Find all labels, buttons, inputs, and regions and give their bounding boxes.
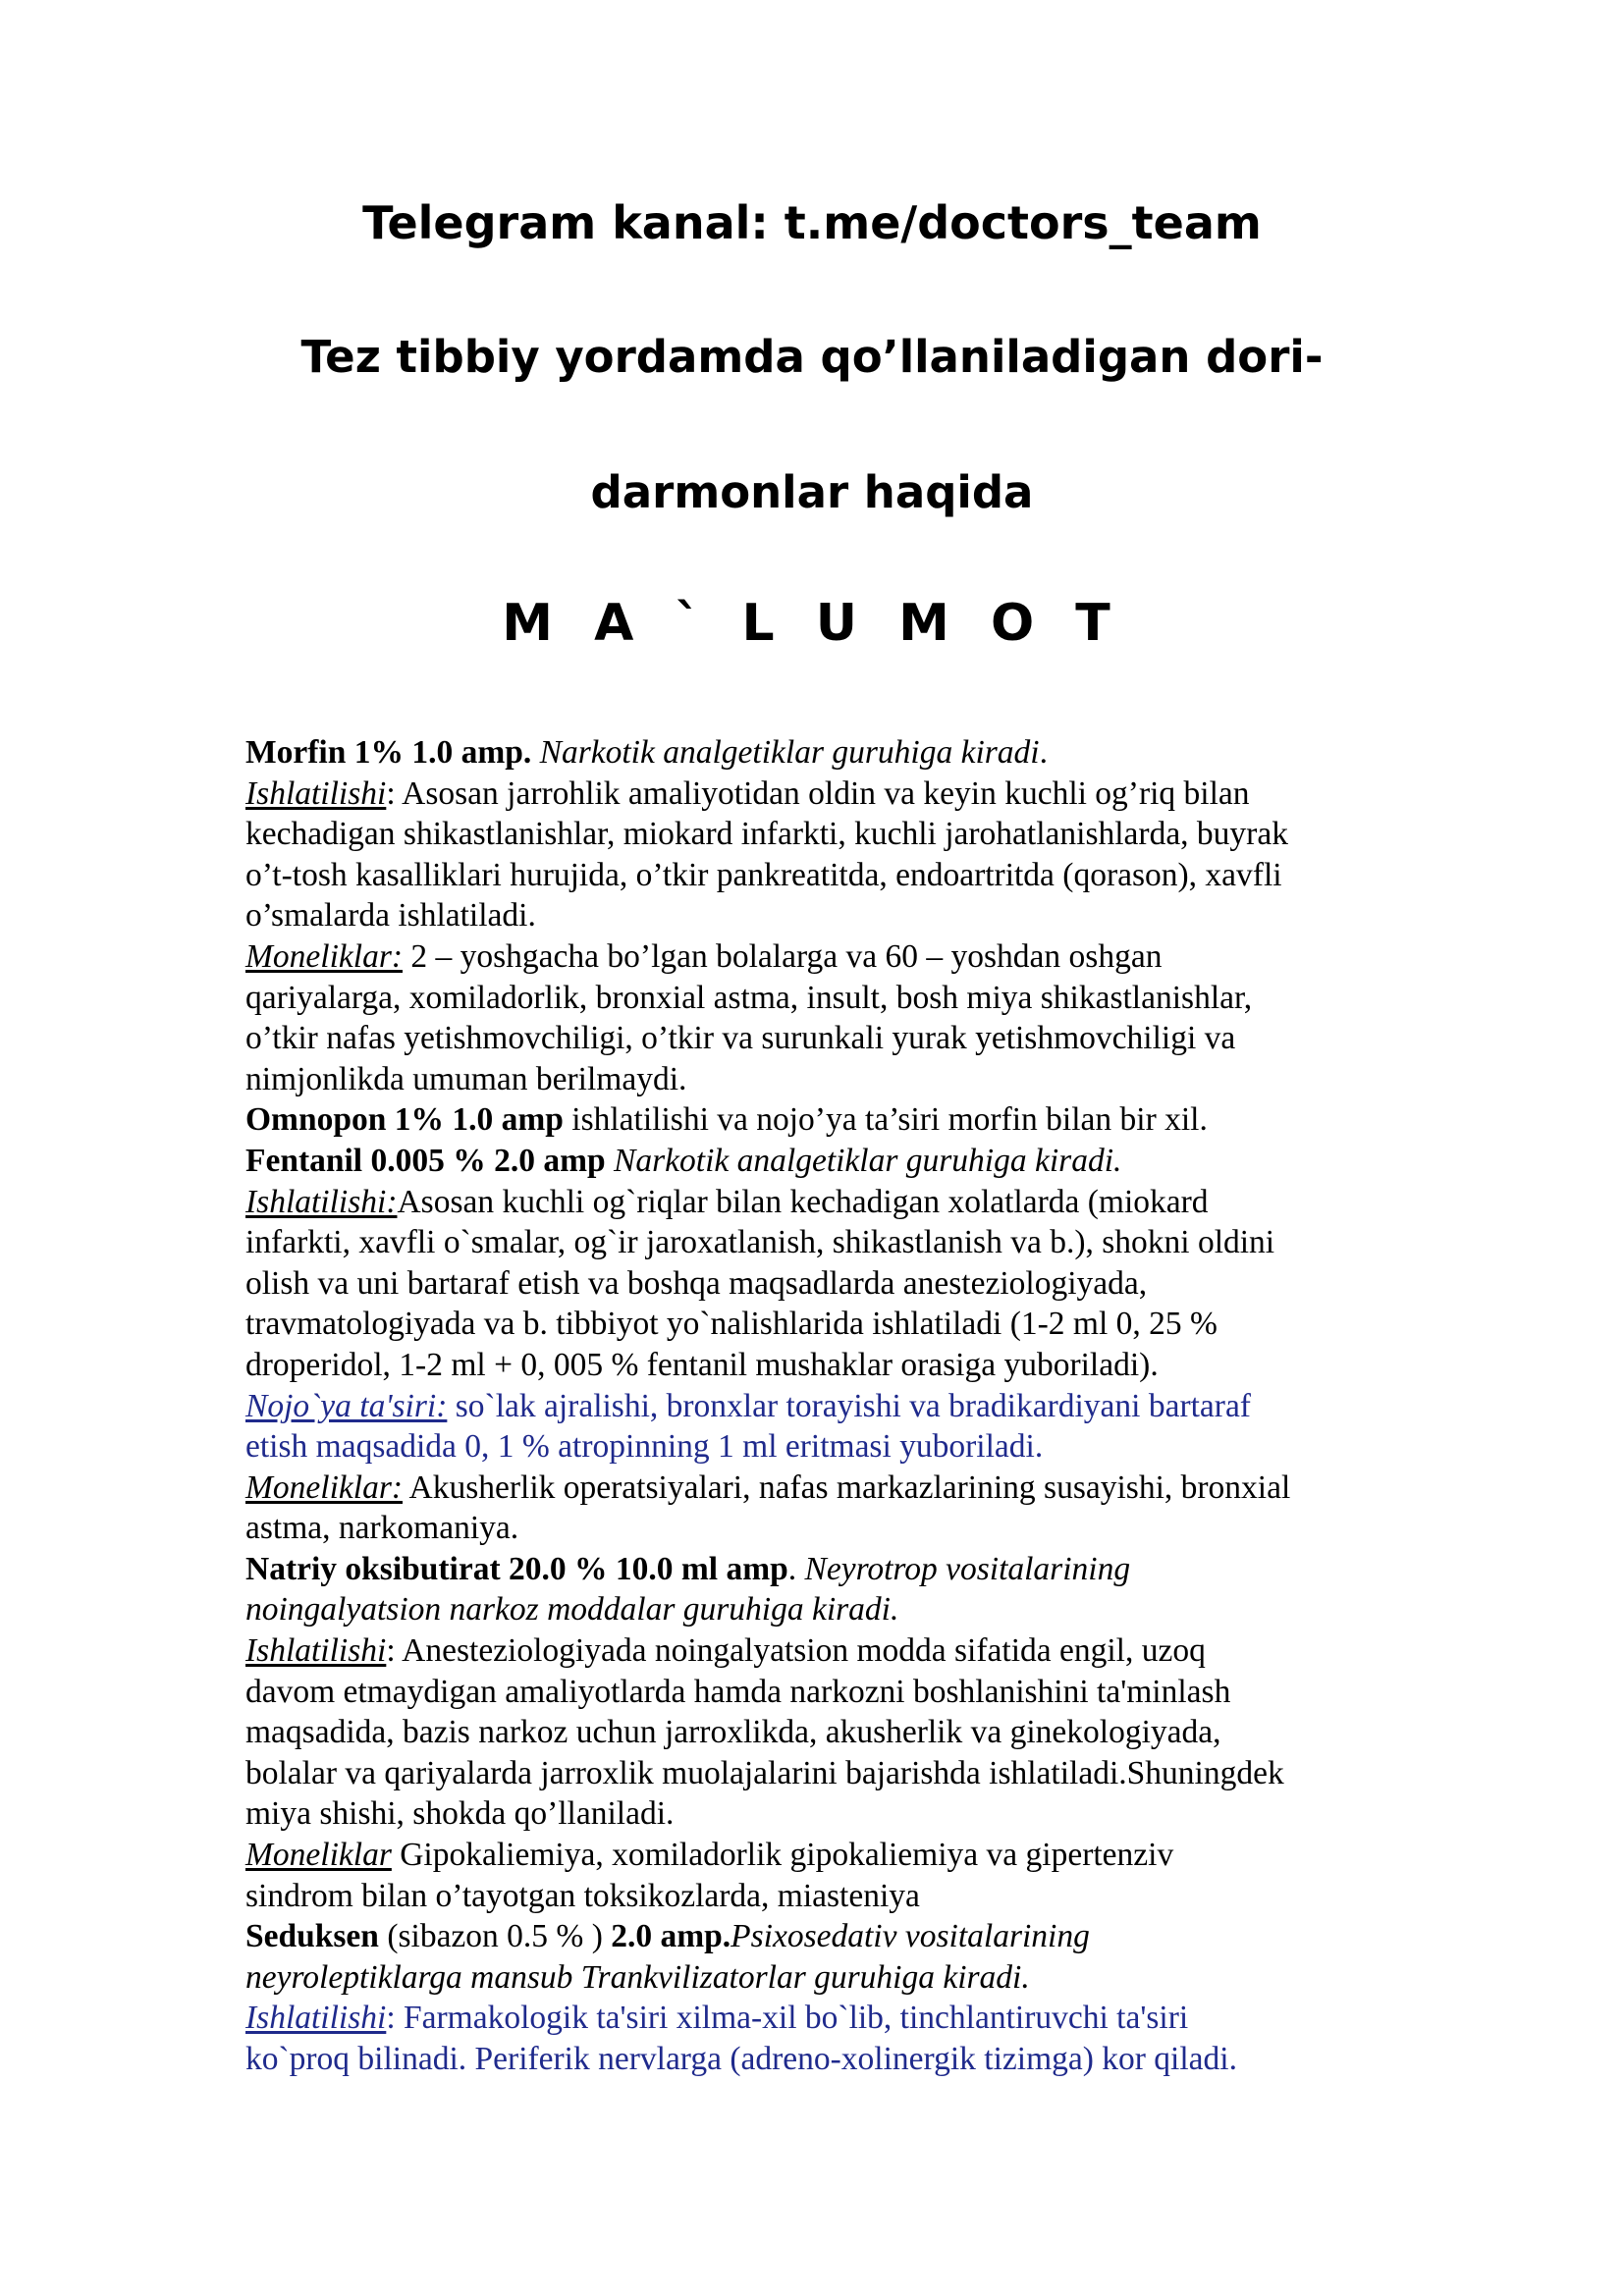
document-body [245, 732, 1394, 2080]
body-line [245, 1386, 1394, 1427]
section-label: Moneliklar [245, 1837, 392, 1874]
body-line [245, 1304, 1394, 1345]
text-run: o’tkir nafas yetishmovchiligi, o’tkir va surunkali yurak yetishmovchiligi va [245, 1020, 1236, 1057]
body-line [245, 1712, 1394, 1753]
text-run [606, 1143, 614, 1179]
text-run: miya shishi, shokda qo’llaniladi. [245, 1795, 675, 1833]
text-run: o’t-tosh kasalliklari hurujida, o’tkir pankreatitda, endoartritda (qorason), xavfli [245, 856, 1282, 893]
drug-group-text: noingalyatsion narkoz moddalar guruhiga kiradi. [245, 1591, 899, 1629]
body-line [245, 1672, 1394, 1713]
text-run: (sibazon 0.5 % ) [378, 1918, 612, 1955]
telegram-channel-heading: Telegram kanal: t.me/doctors_team [362, 196, 1262, 249]
text-run: olish va uni bartaraf etish va boshqa maqsadlarda anesteziologiyada, [245, 1264, 1148, 1302]
body-line [245, 1998, 1394, 2039]
text-run: Akusherlik operatsiyalari, nafas markazlarining susayishi, bronxial [403, 1468, 1291, 1506]
drug-group-text: Narkotik analgetiklar guruhiga kiradi. [614, 1142, 1122, 1179]
text-run: : Farmakologik ta'siri xilma-xil bo`lib, tinchlantiruvchi ta'siri [386, 2000, 1189, 2037]
section-label: Moneliklar: [245, 937, 404, 975]
text-run: so`lak ajralishi, bronxlar torayishi va bradikardiyani bartaraf [447, 1387, 1251, 1424]
drug-name: Natriy oksibutirat 20.0 % 10.0 ml amp [245, 1550, 788, 1587]
body-line [245, 1589, 1394, 1630]
text-run: . [1039, 734, 1048, 771]
document-title-line-1: Tez tibbiy yordamda qo’llaniladigan dori- [300, 331, 1324, 383]
text-run: maqsadida, bazis narkoz uchun jarroxlikda, akusherlik va ginekologiyada, [245, 1714, 1221, 1751]
body-line [245, 2039, 1394, 2080]
body-line [245, 774, 1394, 815]
body-line [245, 1263, 1394, 1305]
drug-name: 2.0 amp. [611, 1918, 731, 1955]
body-line [245, 1630, 1394, 1672]
body-line [245, 1835, 1394, 1876]
text-run: : Asosan jarrohlik amaliyotidan oldin va keyin kuchli og’riq bilan [386, 774, 1250, 812]
text-run: infarkti, xavfli o`smalar, og`ir jaroxatlanish, shikastlanish va b.), shokni oldini [245, 1224, 1275, 1261]
body-line [245, 1141, 1394, 1182]
section-label: Ishlatilishi: [245, 1183, 398, 1220]
drug-group-text: neyroleptiklarga mansub Trankvilizatorlar guruhiga kiradi. [245, 1958, 1030, 1996]
text-run: 2 – yoshgacha bo’lgan bolalarga va 60 – yoshdan oshgan [403, 937, 1163, 975]
body-line [245, 1426, 1394, 1468]
text-run: Asosan kuchli og`riqlar bilan kechadigan xolatlarda (miokard [397, 1183, 1209, 1220]
body-line [245, 1059, 1394, 1100]
text-run: Gipokaliemiya, xomiladorlik gipokaliemiya va gipertenziv [391, 1837, 1174, 1874]
body-line [245, 1876, 1394, 1917]
text-run: astma, narkomaniya. [245, 1510, 519, 1547]
section-label: Moneliklar: [245, 1468, 404, 1506]
text-run: travmatologiyada va b. tibbiyot yo`nalishlarida ishlatiladi (1-2 ml 0, 25 % [245, 1306, 1218, 1343]
text-run: droperidol, 1-2 ml + 0, 005 % fentanil mushaklar orasiga yuboriladi). [245, 1346, 1159, 1383]
text-run: o’smalarda ishlatiladi. [245, 897, 536, 934]
body-line [245, 855, 1394, 896]
body-line [245, 1468, 1394, 1509]
text-run: nimjonlikda umuman berilmaydi. [245, 1060, 687, 1097]
drug-group-text: Narkotik analgetiklar guruhiga kiradi [539, 734, 1040, 771]
section-label: Ishlatilishi [245, 774, 387, 812]
text-run: ishlatilishi va nojo’ya ta’siri morfin bilan bir xil. [563, 1101, 1208, 1139]
body-line [245, 1018, 1394, 1059]
body-line [245, 1753, 1394, 1794]
body-line [245, 895, 1394, 936]
body-line [245, 1099, 1394, 1141]
body-line [245, 1345, 1394, 1386]
drug-name: Omnopon 1% 1.0 amp [245, 1101, 564, 1139]
body-line [245, 1549, 1394, 1590]
drug-name: Fentanil 0.005 % 2.0 amp [245, 1142, 606, 1179]
body-line [245, 936, 1394, 978]
body-line [245, 1222, 1394, 1263]
body-line [245, 814, 1394, 855]
drug-name: Morfin 1% 1.0 amp. [245, 734, 540, 771]
text-run: sindrom bilan o’tayotgan toksikozlarda, miasteniya [245, 1877, 920, 1914]
drug-group-text: Psixosedativ vositalarining [731, 1918, 1090, 1955]
body-line [245, 1957, 1394, 1999]
text-run: : Anesteziologiyada noingalyatsion modda sifatida engil, uzoq [386, 1632, 1206, 1670]
text-run: kechadigan shikastlanishlar, miokard infarkti, kuchli jarohatlanishlarda, buyrak [245, 816, 1288, 853]
body-line [245, 732, 1394, 774]
body-line [245, 1182, 1394, 1223]
section-label: Ishlatilishi [245, 1632, 387, 1670]
drug-name: Seduksen [245, 1918, 379, 1955]
body-line [245, 1793, 1394, 1835]
text-run: bolalar va qariyalarda jarroxlik muolajalarini bajarishda ishlatiladi.Shuningdek [245, 1754, 1284, 1791]
document-title-line-2: darmonlar haqida [590, 466, 1034, 518]
text-run: davom etmaydigan amaliyotlarda hamda narkozni boshlanishini ta'minlash [245, 1673, 1231, 1710]
body-line [245, 1916, 1394, 1957]
body-line [245, 1508, 1394, 1549]
section-label: Ishlatilishi [245, 2000, 387, 2037]
document-title-malumot: M A ` L U M O T [502, 594, 1122, 653]
text-run: qariyalarga, xomiladorlik, bronxial astma, insult, bosh miya shikastlanishlar, [245, 979, 1253, 1016]
text-run: ko`proq bilinadi. Periferik nervlarga (adreno-xolinergik tizimga) kor qiladi. [245, 2041, 1237, 2077]
text-run: . [787, 1550, 805, 1587]
text-run: etish maqsadida 0, 1 % atropinning 1 ml eritmasi yuboriladi. [245, 1428, 1044, 1466]
drug-group-text: Neyrotrop vositalarining [804, 1550, 1131, 1587]
body-line [245, 978, 1394, 1019]
section-label: Nojo`ya ta'siri: [245, 1387, 448, 1424]
